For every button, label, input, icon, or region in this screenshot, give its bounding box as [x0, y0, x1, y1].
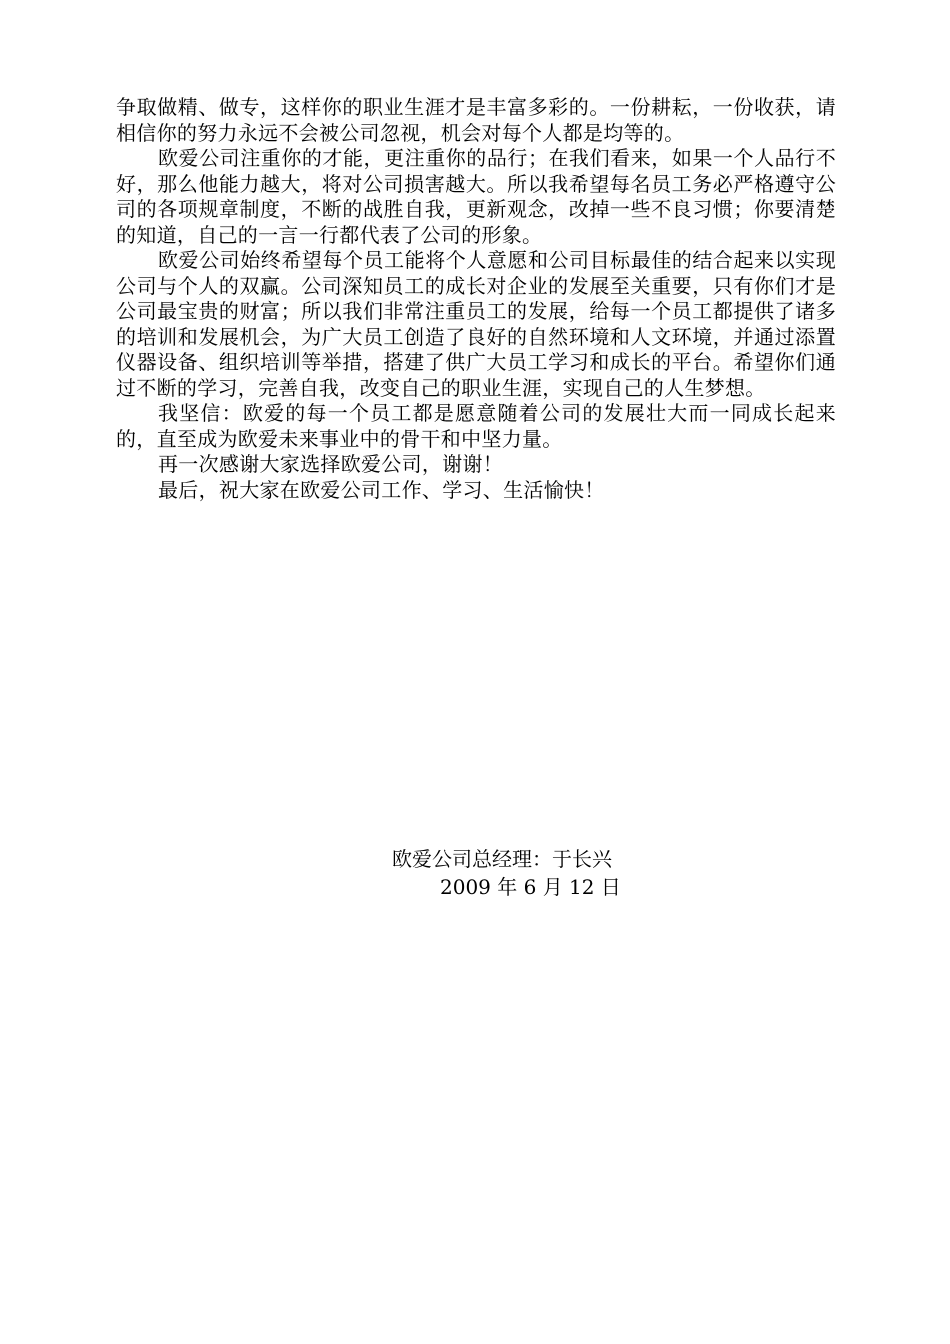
letter-body: [116, 95, 836, 503]
paragraph-closing: 最后，祝大家在欧爱公司工作、学习、生活愉快！: [158, 477, 605, 502]
signature-date: 2009 年 6 月 12 日: [440, 875, 621, 899]
signature-block: [392, 845, 712, 901]
paragraph-character: 欧爱公司注重你的才能，更注重你的品行；在我们看来，如果一个人品行不好，那么他能力越大，将对公司损害越大。所以我希望每名员工务必严格遵守公司的各项规章制度，不断的战胜自我，更新观念，改掉一些不良习惯；你要清楚的知道，自己的一言一行都代表了公司的形象。: [116, 146, 836, 247]
signature-name: 欧爱公司总经理：于长兴: [392, 847, 612, 871]
paragraph-continuation: 争取做精、做专，这样你的职业生涯才是丰富多彩的。一份耕耘，一份收获，请相信你的努力永远不会被公司忽视，机会对每个人都是均等的。: [116, 95, 836, 145]
paragraph-belief: 我坚信：欧爱的每一个员工都是愿意随着公司的发展壮大而一同成长起来的，直至成为欧爱未来事业中的骨干和中坚力量。: [116, 401, 836, 451]
paragraph-thanks: 再一次感谢大家选择欧爱公司，谢谢！: [158, 452, 504, 476]
paragraph-development: 欧爱公司始终希望每个员工能将个人意愿和公司目标最佳的结合起来以实现公司与个人的双赢。公司深知员工的成长对企业的发展至关重要，只有你们才是公司最宝贵的财富；所以我们非常注重员工的发展，给每一个员工都提供了诸多的培训和发展机会，为广大员工创造了良好的自然环境和人文环境，并通过添置仪器设备、组织培训等举措，搭建了供广大员工学习和成长的平台。希望你们通过不断的学习，完善自我，改变自己的职业生涯，实现自己的人生梦想。: [116, 248, 836, 400]
